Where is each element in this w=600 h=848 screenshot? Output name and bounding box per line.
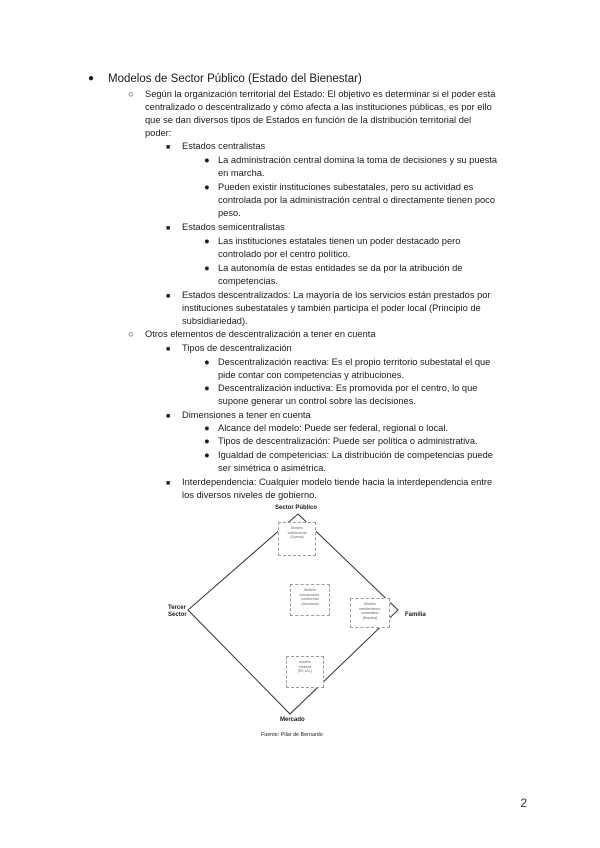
detail-line: competencias. — [218, 276, 278, 286]
label-sector-publico: Sector Público — [275, 505, 318, 511]
dot-bullet-icon: ● — [204, 423, 210, 433]
box-modelo-institucional: Modelo institucional (Suecia) — [278, 522, 316, 556]
detail-line: los diversos niveles de gobierno. — [182, 490, 317, 500]
dot-bullet-icon: ● — [204, 236, 210, 246]
intro-line: poder: — [145, 128, 172, 138]
detail-line: Tipos de descentralización: Puede ser política o administrativa. — [218, 436, 478, 446]
intro-line: Según la organización territorial del Estado: El objetivo es determinar si el poder está — [145, 89, 496, 99]
item-centralistas: Estados centralistas — [182, 141, 266, 151]
dot-bullet-icon: ● — [204, 182, 210, 192]
page-number: 2 — [520, 796, 527, 810]
dot-bullet-icon: ● — [204, 155, 210, 165]
detail-line: Descentralización inductiva: Es promovida por el centro, lo que — [218, 383, 478, 393]
detail-line: Pueden existir instituciones subestatales, pero su actividad es — [218, 182, 474, 192]
detail-line: controlada por la administración central o directamente tienen poco — [218, 195, 496, 205]
item-descentralizados: Estados descentralizados: La mayoría de los servicios están prestados por — [182, 290, 491, 300]
detail-line: La autonomía de estas entidades se da por la atribución de — [218, 263, 463, 273]
detail-line: subsidiariedad). — [182, 316, 248, 326]
dot-bullet-icon: ● — [204, 357, 210, 367]
detail-line: Alcance del modelo: Puede ser federal, regional o local. — [218, 423, 448, 433]
square-bullet-icon: ■ — [166, 346, 171, 353]
intro-line: centralizado o descentralizado y cómo afecta a las instituciones públicas, es por ello — [145, 102, 492, 112]
square-bullet-icon: ■ — [166, 293, 171, 300]
dot-bullet-icon: ● — [204, 263, 210, 273]
item-interdependencia: Interdependencia: Cualquier modelo tiende hacia la interdependencia entre — [182, 477, 493, 487]
circle-bullet-icon: ○ — [128, 329, 134, 339]
label-familia: Familia — [405, 612, 426, 618]
intro-line: Otros elementos de descentralización a tener en cuenta — [145, 329, 376, 339]
welfare-models-diagram — [162, 502, 434, 742]
label-mercado: Mercado — [280, 717, 305, 723]
bullet-dot-icon: ● — [88, 73, 95, 84]
detail-line: Igualdad de competencias: La distribución de competencias puede — [218, 450, 493, 460]
detail-line: ser simétrica o asimétrica. — [218, 463, 326, 473]
circle-bullet-icon: ○ — [128, 89, 134, 99]
detail-line: pide contar con competencias y atribuciones. — [218, 370, 405, 380]
item-tipos: Tipos de descentralización — [182, 343, 292, 353]
dot-bullet-icon: ● — [204, 436, 210, 446]
dot-bullet-icon: ● — [204, 383, 210, 393]
detail-line: Descentralización reactiva: Es el propio territorio subestatal el que — [218, 357, 491, 367]
intro-line: que se dan diversos tipos de Estados en función de la distribución territorial del — [145, 115, 472, 125]
detail-line: Las instituciones estatales tienen un poder destacado pero — [218, 236, 461, 246]
label-tercer-sector: Tercer Sector — [168, 605, 187, 618]
box-modelo-residual: Modelo residual (EE.UU.) — [286, 656, 324, 688]
square-bullet-icon: ■ — [166, 480, 171, 487]
diagram-source: Fuente: Pilar de Bernardo — [261, 732, 323, 738]
square-bullet-icon: ■ — [166, 225, 171, 232]
dot-bullet-icon: ● — [204, 450, 210, 460]
item-semicentralistas: Estados semicentralistas — [182, 222, 285, 232]
section-heading: Modelos de Sector Público (Estado del Bienestar) — [108, 73, 362, 85]
box-modelo-mediterraneo: Modelo mediterráneo- subsidiario (España) — [350, 598, 390, 628]
detail-line: controlado por el centro político. — [218, 249, 351, 259]
box-modelo-conservador: Modelo conservador- continental (Alemania) — [290, 584, 330, 616]
detail-line: en marcha. — [218, 168, 265, 178]
square-bullet-icon: ■ — [166, 413, 171, 420]
detail-line: instituciones subestatales y también participa el poder local (Principio de — [182, 303, 481, 313]
detail-line: supone generar un control sobre las decisiones. — [218, 396, 416, 406]
detail-line: La administración central domina la toma de decisiones y su puesta — [218, 155, 498, 165]
item-dimensiones: Dimensiones a tener en cuenta — [182, 410, 311, 420]
detail-line: peso. — [218, 208, 241, 218]
square-bullet-icon: ■ — [166, 144, 171, 151]
